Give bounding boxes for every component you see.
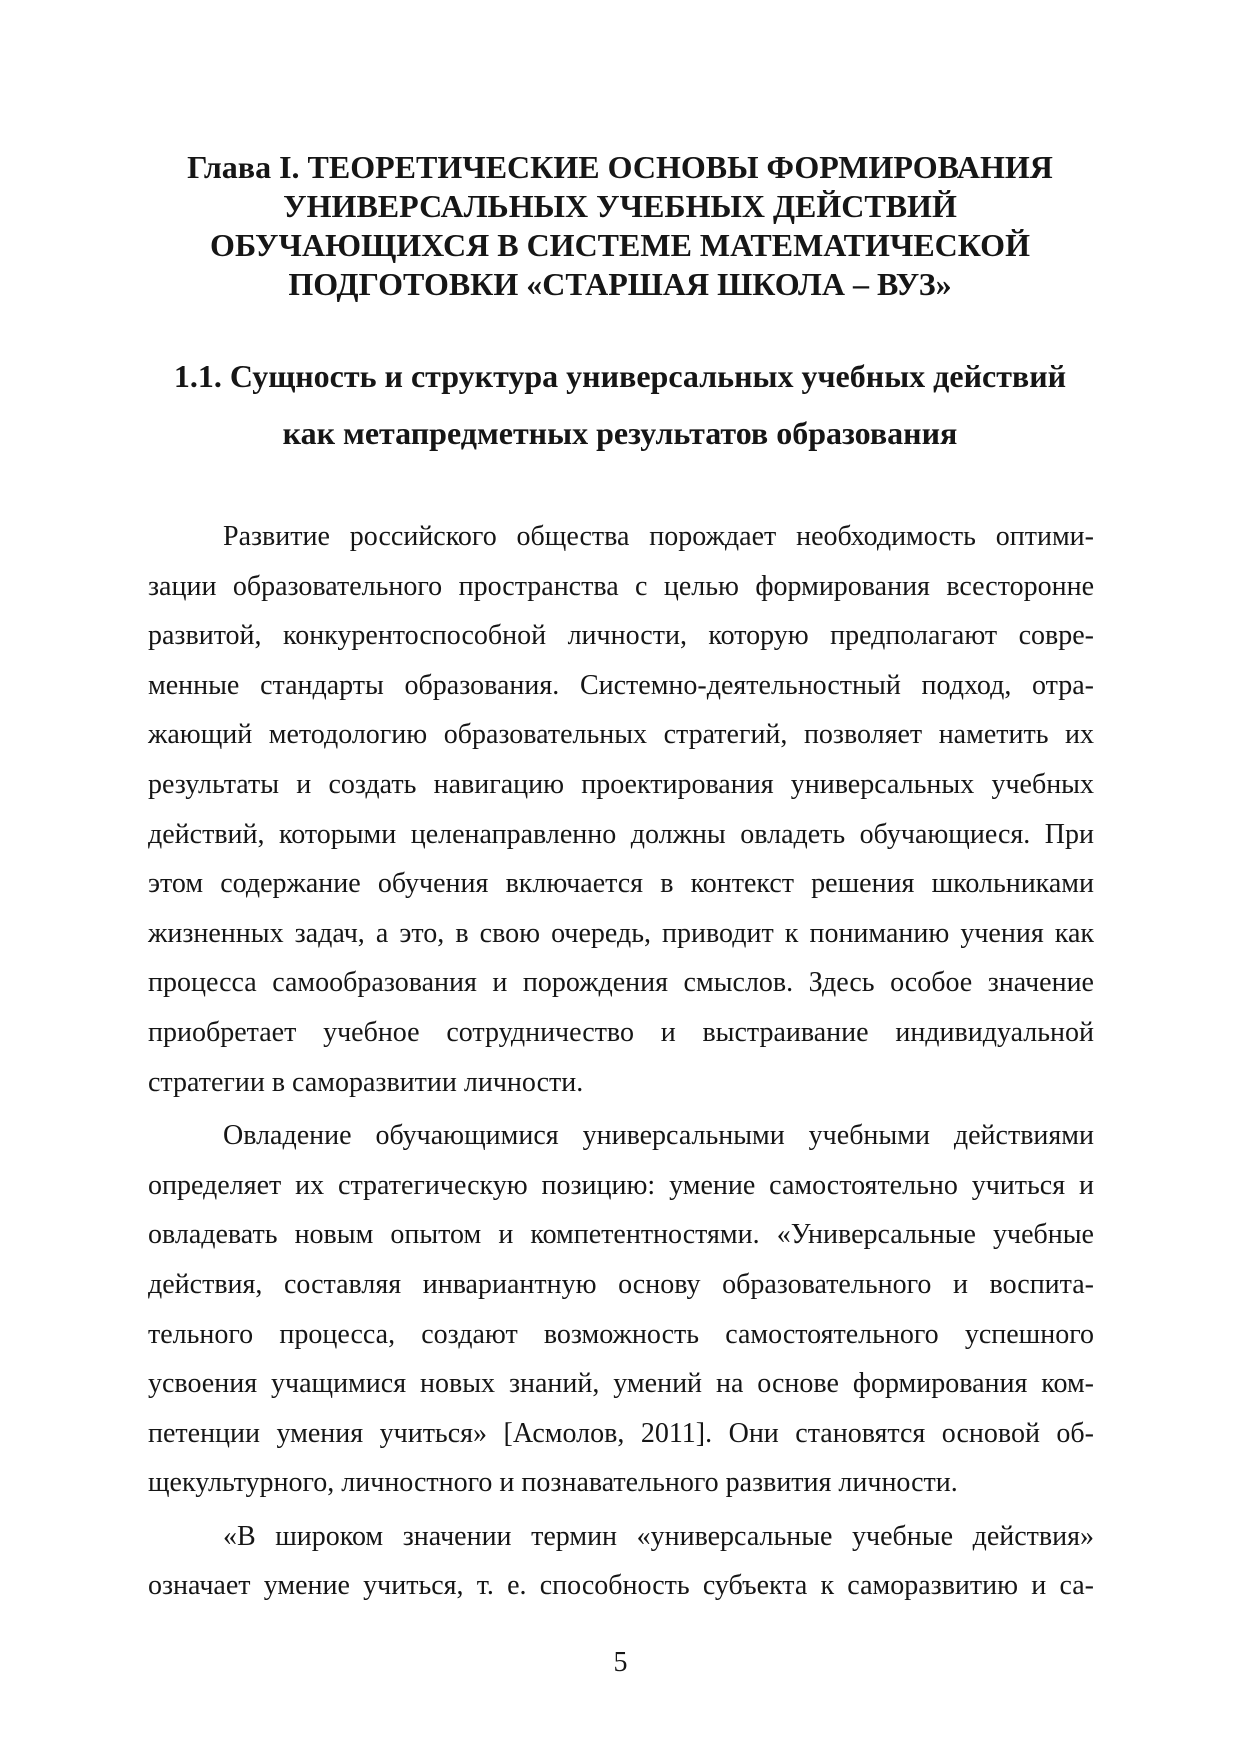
text-line: усвоения учащимися новых знаний, умений на основе формирования ком- (148, 1368, 1094, 1400)
text-line: стратегии в саморазвитии личности. (148, 1066, 584, 1098)
section-title-line: как метапредметных результатов образования (282, 415, 958, 451)
text-line: действия, составляя инвариантную основу образовательного и воспита- (148, 1268, 1094, 1300)
paragraph-3 (148, 1512, 1094, 1611)
text-line: овладевать новым опытом и компетентностями. «Универсальные учебные (148, 1219, 1094, 1251)
paragraph-1 (148, 512, 1094, 1107)
text-line: щекультурного, личностного и познавательного развития личности. (148, 1467, 958, 1499)
text-line: действий, которыми целенаправленно должны овладеть обучающиеся. При (148, 818, 1094, 850)
section-title (140, 348, 1100, 462)
text-line: менные стандарты образования. Системно-деятельностный подход, отра- (148, 669, 1094, 701)
text-line: жающий методологию образовательных стратегий, позволяет наметить их (148, 719, 1094, 751)
text-line: петенции умения учиться» [Асмолов, 2011]. Они становятся основой об- (148, 1417, 1094, 1449)
chapter-title (140, 148, 1100, 304)
chapter-title-line: ПОДГОТОВКИ «СТАРШАЯ ШКОЛА – ВУЗ» (288, 266, 952, 302)
text-line: Овладение обучающимися универсальными учебными действиями (223, 1120, 1094, 1152)
section-title-line: 1.1. Сущность и структура универсальных учебных действий (173, 358, 1067, 394)
text-line: зации образовательного пространства с целью формирования всесторонне (148, 570, 1094, 602)
text-line: Развитие российского общества порождает необходимость оптими- (223, 521, 1094, 552)
text-line: приобретает учебное сотрудничество и выстраивание индивидуальной (148, 1016, 1094, 1048)
text-line: результаты и создать навигацию проектирования универсальных учебных (148, 768, 1094, 800)
text-line: тельного процесса, создают возможность самостоятельного успешного (148, 1318, 1094, 1350)
text-line: этом содержание обучения включается в контекст решения школьниками (148, 868, 1094, 900)
chapter-title-line: Глава I. ТЕОРЕТИЧЕСКИЕ ОСНОВЫ ФОРМИРОВАНИЯ (187, 149, 1053, 185)
chapter-title-line: УНИВЕРСАЛЬНЫХ УЧЕБНЫХ ДЕЙСТВИЙ (283, 188, 957, 224)
text-line: «В широком значении термин «универсальные учебные действия» (223, 1520, 1094, 1552)
page-number: 5 (613, 1647, 628, 1678)
text-line: определяет их стратегическую позицию: умение самостоятельно учиться и (148, 1169, 1094, 1201)
text-line: жизненных задач, а это, в свою очередь, приводит к пониманию учения как (148, 917, 1094, 949)
text-line: процесса самообразования и порождения смыслов. Здесь особое значение (148, 967, 1094, 999)
text-line: развитой, конкурентоспособной личности, которую предполагают совре- (148, 620, 1094, 652)
body-text (148, 512, 1094, 1611)
text-line: означает умение учиться, т. е. способность субъекта к саморазвитию и са- (148, 1570, 1094, 1602)
chapter-title-line: ОБУЧАЮЩИХСЯ В СИСТЕМЕ МАТЕМАТИЧЕСКОЙ (210, 227, 1030, 263)
paragraph-2 (148, 1111, 1094, 1508)
